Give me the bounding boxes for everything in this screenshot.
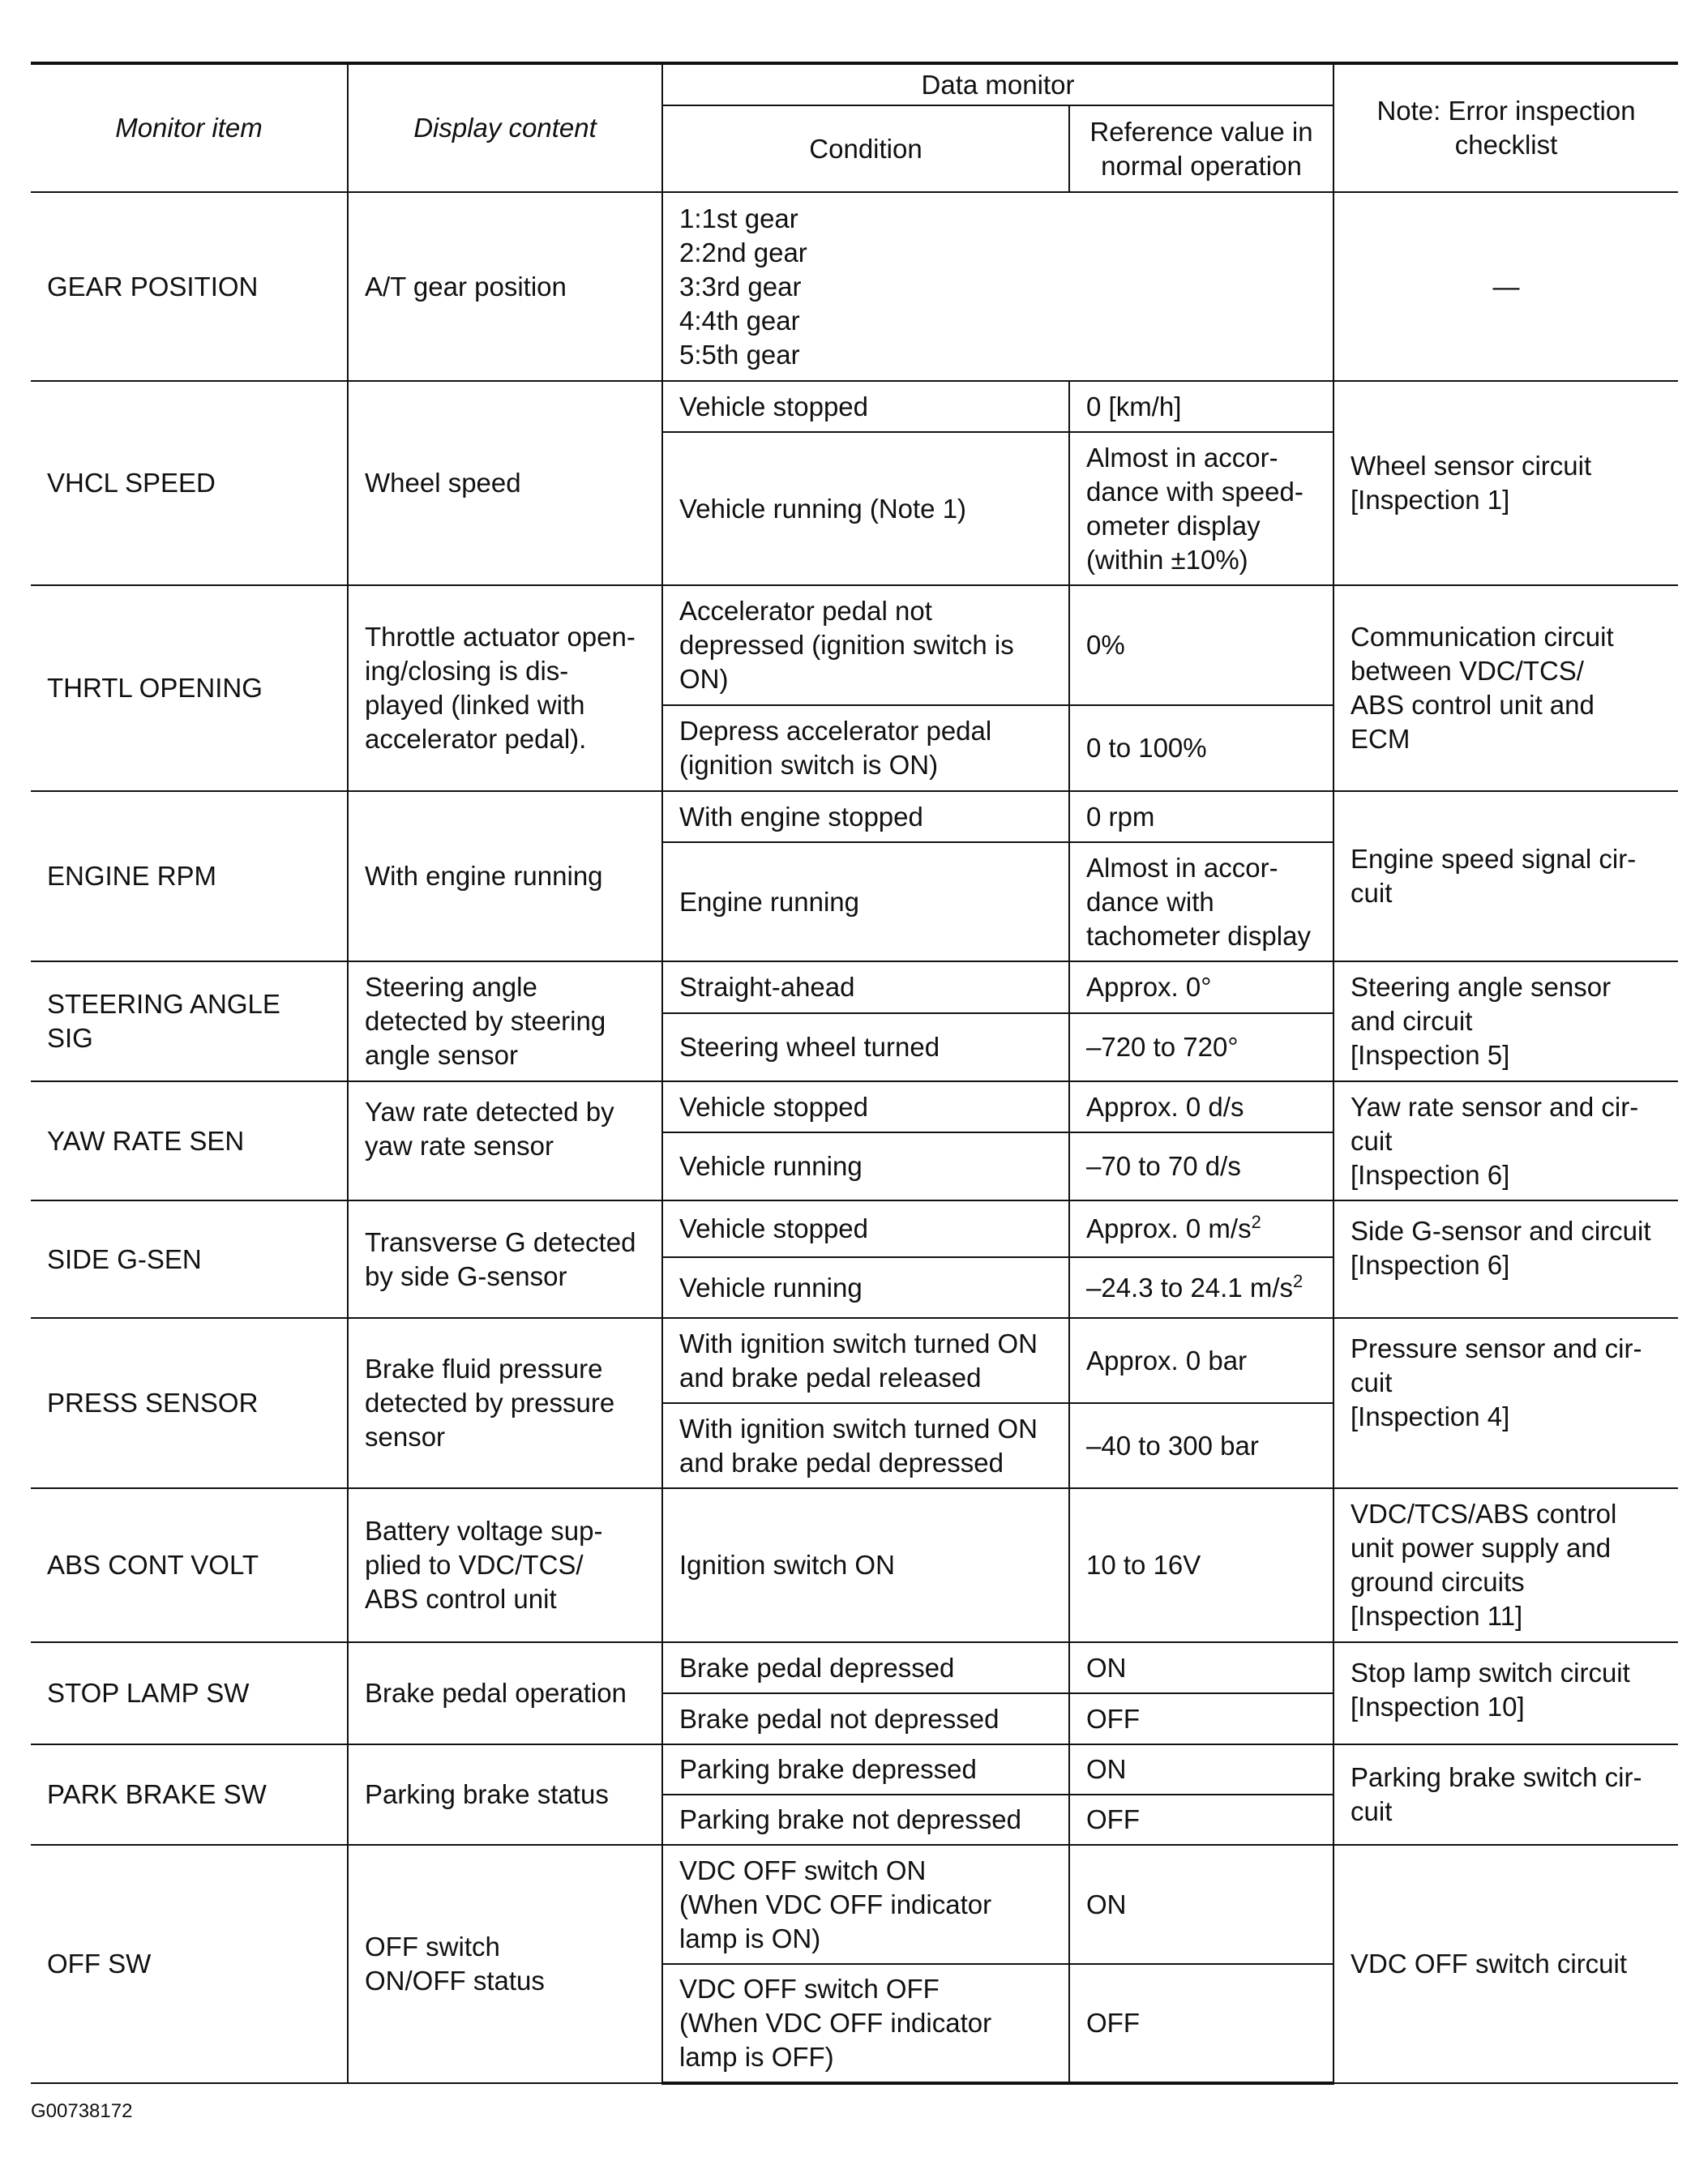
figure-id: G00738172 (31, 2100, 133, 2122)
reference-value: 0% (1069, 585, 1333, 705)
reference-value: 0 rpm (1069, 791, 1333, 842)
header-row (31, 63, 1678, 105)
reference-value: 0 to 100% (1069, 705, 1333, 791)
inspection-note: Communication circuit between VDC/TCS/ ABS control unit and ECM (1333, 585, 1678, 791)
reference-value: OFF (1069, 1964, 1333, 2083)
condition-cell: With ignition switch turned ON and brake pedal depressed (662, 1403, 1069, 1488)
reference-value: –720 to 720° (1069, 1013, 1333, 1081)
unit-exponent: 2 (1293, 1270, 1303, 1291)
display-content: OFF switch ON/OFF status (348, 1845, 662, 2083)
condition-cell: Vehicle running (Note 1) (662, 432, 1069, 585)
reference-value: ON (1069, 1744, 1333, 1795)
inspection-note: — (1333, 192, 1678, 381)
condition-cell: Depress accelerator pedal (ignition switch is ON) (662, 705, 1069, 791)
condition-cell: VDC OFF switch ON (When VDC OFF indicator lamp is ON) (662, 1845, 1069, 1964)
display-content: Brake pedal operation (348, 1642, 662, 1744)
inspection-note: VDC OFF switch circuit (1333, 1845, 1678, 2083)
condition-cell: Vehicle stopped (662, 1081, 1069, 1132)
condition-cell: Vehicle running (662, 1257, 1069, 1318)
condition-cell: Accelerator pedal not depressed (ignition switch is ON) (662, 585, 1069, 705)
display-content: Throttle actuator open- ing/closing is dis- played (linked with accelerator pedal). (348, 585, 662, 791)
condition-cell: Steering wheel turned (662, 1013, 1069, 1081)
reference-value-header: Reference value in normal operation (1069, 105, 1333, 192)
reference-value: 10 to 16V (1069, 1488, 1333, 1642)
condition-cell: Brake pedal not depressed (662, 1693, 1069, 1744)
reference-value: –70 to 70 d/s (1069, 1132, 1333, 1200)
monitor-item: STOP LAMP SW (31, 1642, 348, 1744)
reference-value: OFF (1069, 1795, 1333, 1845)
display-content: Parking brake status (348, 1744, 662, 1845)
reference-value: –40 to 300 bar (1069, 1403, 1333, 1488)
display-content-header: Display content (348, 63, 662, 192)
reference-value (1069, 1200, 1333, 1257)
display-content: Yaw rate detected by yaw rate sensor (348, 1081, 662, 1200)
monitor-item: PRESS SENSOR (31, 1318, 348, 1488)
monitor-item: STEERING ANGLE SIG (31, 961, 348, 1081)
table-row (31, 1081, 1678, 1132)
reference-value: Approx. 0° (1069, 961, 1333, 1013)
condition-cell: Ignition switch ON (662, 1488, 1069, 1642)
display-content: Wheel speed (348, 381, 662, 585)
display-content: Battery voltage sup- plied to VDC/TCS/ ABS control unit (348, 1488, 662, 1642)
inspection-note: Parking brake switch cir- cuit (1333, 1744, 1678, 1845)
condition-cell: Vehicle stopped (662, 381, 1069, 432)
condition-cell: Brake pedal depressed (662, 1642, 1069, 1693)
condition-cell: With engine stopped (662, 791, 1069, 842)
display-content: Steering angle detected by steering angle sensor (348, 961, 662, 1081)
reference-value-text: –24.3 to 24.1 m/s (1086, 1272, 1293, 1303)
table-row (31, 585, 1678, 705)
monitor-item: PARK BRAKE SW (31, 1744, 348, 1845)
reference-value: ON (1069, 1845, 1333, 1964)
data-monitor-table (31, 62, 1678, 2085)
monitor-item: VHCL SPEED (31, 381, 348, 585)
condition-cell: Vehicle stopped (662, 1200, 1069, 1257)
condition-cell: Parking brake depressed (662, 1744, 1069, 1795)
display-content: With engine running (348, 791, 662, 961)
monitor-item: ENGINE RPM (31, 791, 348, 961)
reference-value: Almost in accor- dance with tachometer display (1069, 842, 1333, 961)
reference-value: Approx. 0 bar (1069, 1318, 1333, 1403)
reference-value-text: Approx. 0 m/s (1086, 1213, 1252, 1243)
reference-value: Almost in accor- dance with speed- ometer display (within ±10%) (1069, 432, 1333, 585)
condition-cell: Engine running (662, 842, 1069, 961)
inspection-note: Engine speed signal cir- cuit (1333, 791, 1678, 961)
inspection-note: Pressure sensor and cir- cuit [Inspection 4] (1333, 1318, 1678, 1488)
reference-value (1069, 1257, 1333, 1318)
inspection-note: Stop lamp switch circuit [Inspection 10] (1333, 1642, 1678, 1744)
note-header: Note: Error inspection checklist (1333, 63, 1678, 192)
inspection-note: Steering angle sensor and circuit [Inspection 5] (1333, 961, 1678, 1081)
monitor-item: OFF SW (31, 1845, 348, 2083)
display-content: Brake fluid pressure detected by pressure sensor (348, 1318, 662, 1488)
condition-cell: VDC OFF switch OFF (When VDC OFF indicator lamp is OFF) (662, 1964, 1069, 2083)
monitor-item: GEAR POSITION (31, 192, 348, 381)
inspection-note: Side G-sensor and circuit [Inspection 6] (1333, 1200, 1678, 1318)
condition-cell: Parking brake not depressed (662, 1795, 1069, 1845)
table-row (31, 1845, 1678, 1964)
reference-value: Approx. 0 d/s (1069, 1081, 1333, 1132)
table-row (31, 192, 1678, 381)
condition-cell: Straight-ahead (662, 961, 1069, 1013)
data-monitor-header: Data monitor (662, 63, 1333, 105)
reference-value: 0 [km/h] (1069, 381, 1333, 432)
condition-cell: With ignition switch turned ON and brake pedal released (662, 1318, 1069, 1403)
monitor-item-header: Monitor item (31, 63, 348, 192)
table-row (31, 1200, 1678, 1257)
reference-value: ON (1069, 1642, 1333, 1693)
monitor-item: SIDE G-SEN (31, 1200, 348, 1318)
condition-header: Condition (662, 105, 1069, 192)
condition-cell: Vehicle running (662, 1132, 1069, 1200)
table-row (31, 1642, 1678, 1693)
monitor-item: THRTL OPENING (31, 585, 348, 791)
monitor-item: ABS CONT VOLT (31, 1488, 348, 1642)
table-row (31, 381, 1678, 432)
inspection-note: Yaw rate sensor and cir- cuit [Inspection 6] (1333, 1081, 1678, 1200)
table-row (31, 961, 1678, 1013)
display-content: Transverse G detected by side G-sensor (348, 1200, 662, 1318)
table-row (31, 791, 1678, 842)
monitor-item: YAW RATE SEN (31, 1081, 348, 1200)
condition-cell: 1:1st gear 2:2nd gear 3:3rd gear 4:4th gear 5:5th gear (662, 192, 1333, 381)
inspection-note: Wheel sensor circuit [Inspection 1] (1333, 381, 1678, 585)
display-content: A/T gear position (348, 192, 662, 381)
unit-exponent: 2 (1251, 1212, 1261, 1232)
table-row (31, 1318, 1678, 1403)
reference-value: OFF (1069, 1693, 1333, 1744)
table-row (31, 1488, 1678, 1642)
inspection-note: VDC/TCS/ABS control unit power supply and ground circuits [Inspection 11] (1333, 1488, 1678, 1642)
table-row (31, 1744, 1678, 1795)
